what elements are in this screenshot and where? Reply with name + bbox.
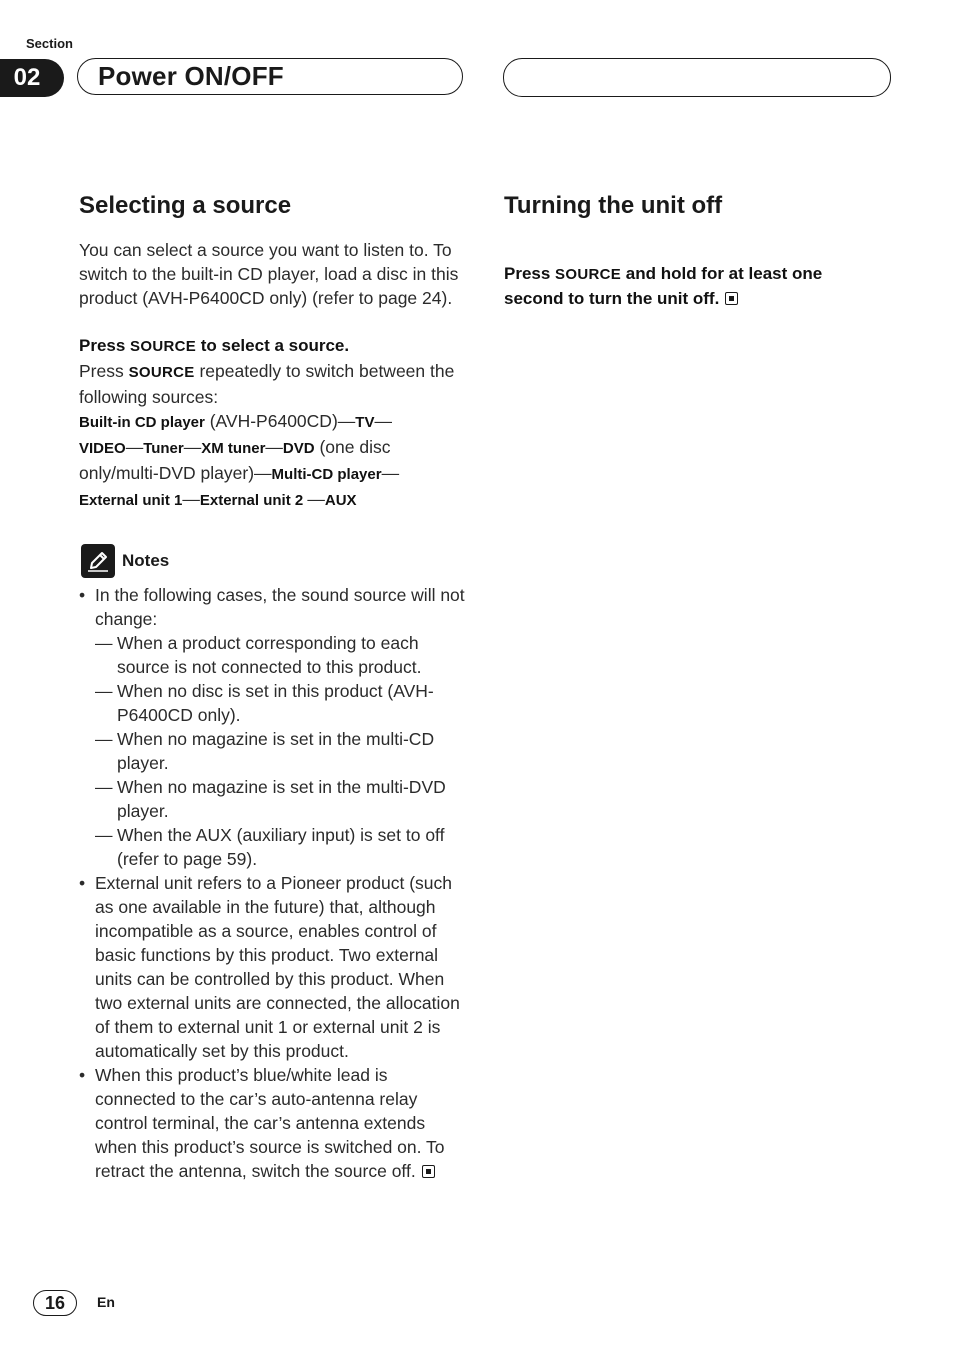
note-item xyxy=(79,871,469,1063)
turn-off-instruction xyxy=(504,262,884,311)
src-tuner: Tuner xyxy=(143,440,184,457)
page-number: 16 xyxy=(33,1290,77,1316)
section-label: Section xyxy=(26,36,73,51)
src-xm-tuner: XM tuner xyxy=(201,440,266,457)
src-sep: — xyxy=(125,437,144,457)
sub-text: When no magazine is set in the multi-CD player. xyxy=(117,729,435,773)
note-item xyxy=(79,1063,469,1183)
selecting-source-heading: Selecting a source xyxy=(79,192,292,219)
detail-rest: repeatedly to switch between the following sources: xyxy=(79,361,455,407)
sub-item xyxy=(95,631,469,679)
src-sep: — xyxy=(182,489,200,509)
source-key: SOURCE xyxy=(130,338,197,355)
src-aux: AUX xyxy=(324,492,357,509)
sub-text: When no magazine is set in the multi-DVD player. xyxy=(117,777,446,821)
instruction-press: Press xyxy=(79,336,131,355)
src-sep: — xyxy=(265,437,283,457)
src-ext1: External unit 1 xyxy=(79,492,183,509)
src-sep: — xyxy=(374,411,392,431)
src-dvd-note: (one disc only/multi-DVD player) xyxy=(79,437,391,483)
right-column xyxy=(504,190,884,311)
source-key: SOURCE xyxy=(555,266,622,283)
src-sep: — xyxy=(183,437,202,457)
detail-press: Press xyxy=(79,361,129,381)
src-sep: — xyxy=(381,463,400,483)
src-builtin-cd: Built-in CD player xyxy=(79,414,205,431)
src-tv: TV xyxy=(355,414,375,431)
sub-item xyxy=(95,823,469,871)
sub-item xyxy=(95,727,469,775)
sub-text: When a product corresponding to each source is not connected to this product. xyxy=(117,633,422,677)
instruction-press: Press xyxy=(504,264,556,283)
sub-text: When the AUX (auxiliary input) is set to off (refer to page 59). xyxy=(117,825,445,869)
instruction-rest: to select a source. xyxy=(196,336,350,355)
note-text: External unit refers to a Pioneer product (such as one available in the future) that, although incompatible as a source, enables control of basic functions by this product. Two external units can be controlled by this product. When two external units are connected, the allocation of them to external unit 1 or external unit 2 is automatically set by this product. xyxy=(95,873,460,1061)
source-instruction xyxy=(79,334,469,359)
src-dvd: DVD xyxy=(282,440,315,457)
bullet: • xyxy=(79,873,86,893)
dash: — xyxy=(95,825,113,845)
src-multi-cd: Multi-CD player xyxy=(271,466,382,483)
bullet: • xyxy=(79,585,86,605)
chapter-title: Power ON/OFF xyxy=(98,61,284,91)
src-builtin-note: (AVH-P6400CD) xyxy=(204,411,338,431)
src-sep: — xyxy=(307,489,325,509)
notes-label: Notes xyxy=(122,551,170,570)
dash: — xyxy=(95,729,113,749)
note-text: In the following cases, the sound source will not change: xyxy=(95,585,465,629)
notes-list xyxy=(79,583,469,1183)
turning-off-heading: Turning the unit off xyxy=(504,192,723,219)
chapter-title-box xyxy=(77,58,463,95)
detail-key: SOURCE xyxy=(128,364,195,381)
src-video: VIDEO xyxy=(79,440,126,457)
source-detail xyxy=(79,359,469,409)
pencil-icon xyxy=(81,544,115,578)
end-of-section-icon xyxy=(422,1165,435,1178)
sub-item xyxy=(95,775,469,823)
instruction-rest: and hold for at least one second to turn the unit off. xyxy=(504,264,823,308)
source-list xyxy=(79,409,469,513)
notes-header xyxy=(79,543,469,579)
sub-item xyxy=(95,679,469,727)
dash: — xyxy=(95,681,113,701)
empty-title-box xyxy=(503,58,891,97)
sub-text: When no disc is set in this product (AVH-P6400CD only). xyxy=(117,681,434,725)
intro-paragraph: You can select a source you want to listen to. To switch to the built-in CD player, load a disc in this product (AVH-P6400CD only) (refer to page 24). xyxy=(79,240,459,308)
left-column xyxy=(79,190,469,1183)
dash: — xyxy=(95,777,113,797)
bullet: • xyxy=(79,1065,86,1085)
language-label: En xyxy=(97,1294,115,1310)
src-sep: — xyxy=(254,463,272,483)
note-item xyxy=(79,583,469,871)
src-sep: — xyxy=(337,411,356,431)
end-of-section-icon xyxy=(725,292,738,305)
dash: — xyxy=(95,633,113,653)
src-ext2: External unit 2 xyxy=(199,492,308,509)
note-text: When this product’s blue/white lead is connected to the car’s auto-antenna relay control terminal, the car’s antenna extends when this product’s source is switched on. To retract the antenna, switch the source off. xyxy=(95,1065,445,1181)
section-number-badge: 02 xyxy=(0,59,64,97)
